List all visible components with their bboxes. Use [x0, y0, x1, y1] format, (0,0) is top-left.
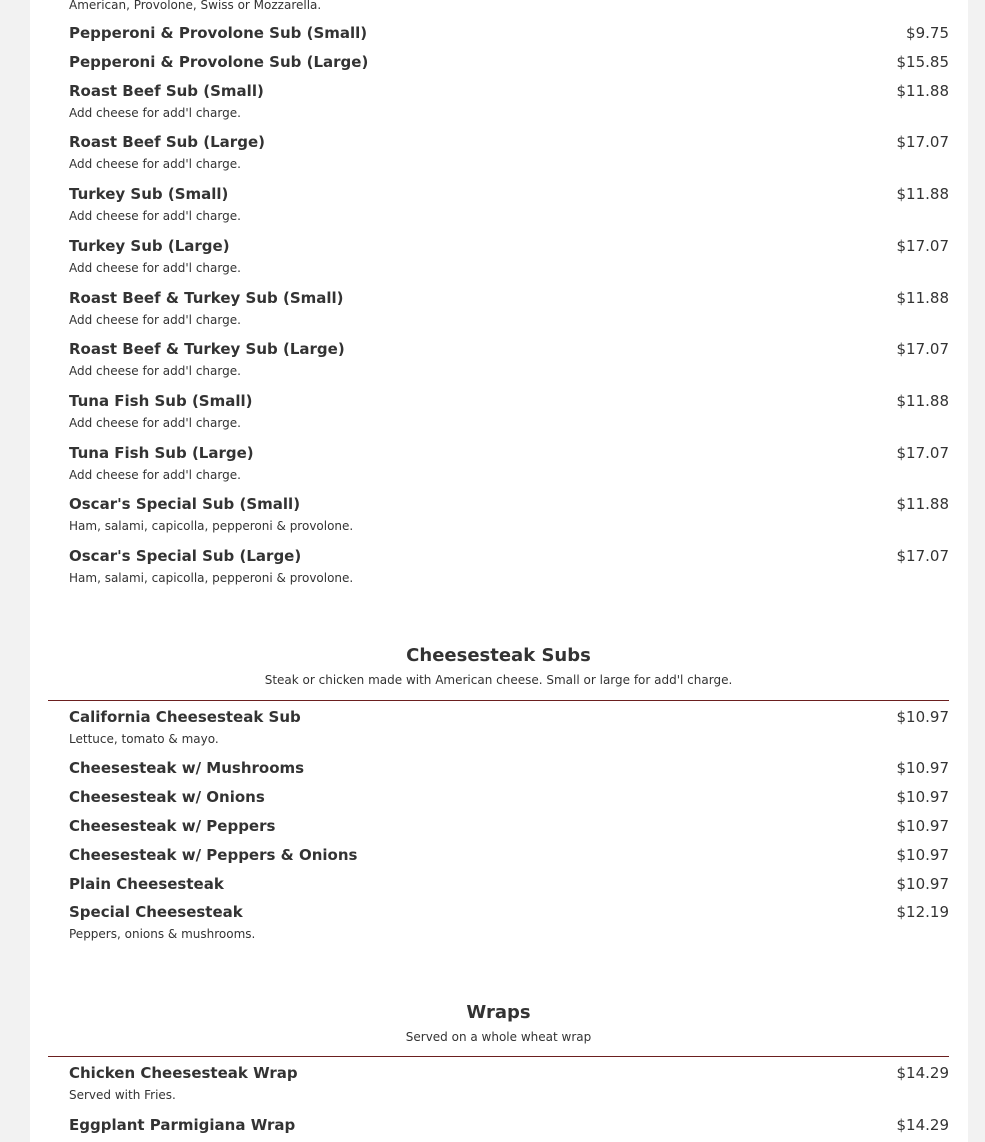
section-divider [48, 700, 949, 701]
item-name: Roast Beef Sub (Small) [69, 82, 264, 100]
item-description: Add cheese for add'l charge. [69, 313, 241, 327]
item-description: Ham, salami, capicolla, pepperoni & provolone. [69, 519, 354, 533]
section-header-cheesesteak [48, 645, 949, 687]
section-divider [48, 1056, 949, 1057]
item-name: Roast Beef & Turkey Sub (Large) [69, 340, 345, 358]
item-price: $10.97 [896, 759, 949, 777]
item-price: $9.75 [906, 24, 949, 42]
menu-item[interactable] [69, 82, 949, 120]
item-name: Turkey Sub (Large) [69, 237, 230, 255]
item-description: Add cheese for add'l charge. [69, 209, 241, 223]
section-subtitle: Served on a whole wheat wrap [405, 1030, 592, 1044]
item-name: Pepperoni & Provolone Sub (Large) [69, 53, 369, 71]
item-name: Pepperoni & Provolone Sub (Small) [69, 24, 368, 42]
item-name: Cheesesteak w/ Onions [69, 788, 265, 806]
menu-item[interactable] [69, 24, 949, 42]
menu-item[interactable] [69, 547, 949, 585]
item-name: Roast Beef Sub (Large) [69, 133, 265, 151]
item-description: Lettuce, tomato & mayo. [69, 732, 219, 746]
item-price: $10.97 [896, 708, 949, 726]
item-name: Tuna Fish Sub (Small) [69, 392, 253, 410]
menu-item[interactable] [69, 875, 949, 893]
item-description: Add cheese for add'l charge. [69, 157, 241, 171]
menu-item[interactable] [69, 903, 949, 941]
item-name: Eggplant Parmigiana Wrap [69, 1116, 296, 1134]
item-price: $15.85 [896, 53, 949, 71]
item-price: $10.97 [896, 875, 949, 893]
item-name: Tuna Fish Sub (Large) [69, 444, 254, 462]
item-price: $11.88 [896, 82, 949, 100]
menu-page [30, 0, 968, 1142]
item-price: $12.19 [896, 903, 949, 921]
menu-item[interactable] [69, 133, 949, 171]
item-price: $11.88 [896, 185, 949, 203]
item-price: $10.97 [896, 846, 949, 864]
item-description: Ham, salami, capicolla, pepperoni & provolone. [69, 571, 354, 585]
item-price: $17.07 [896, 547, 949, 565]
item-name: Plain Cheesesteak [69, 875, 224, 893]
item-description: Peppers, onions & mushrooms. [69, 927, 256, 941]
menu-item[interactable] [69, 846, 949, 864]
item-price: $14.29 [896, 1116, 949, 1134]
section-title: Wraps [466, 1002, 531, 1023]
menu-item[interactable] [69, 340, 949, 378]
menu-item[interactable] [69, 237, 949, 275]
item-price: $17.07 [896, 133, 949, 151]
item-description: Add cheese for add'l charge. [69, 416, 241, 430]
menu-item[interactable] [69, 817, 949, 835]
item-price: $17.07 [896, 444, 949, 462]
item-name: Cheesesteak w/ Peppers [69, 817, 276, 835]
item-description: Add cheese for add'l charge. [69, 468, 241, 482]
item-description: Add cheese for add'l charge. [69, 364, 241, 378]
item-name: Special Cheesesteak [69, 903, 243, 921]
item-name: Chicken Cheesesteak Wrap [69, 1064, 298, 1082]
menu-item[interactable] [69, 495, 949, 533]
section-title: Cheesesteak Subs [406, 645, 591, 666]
item-price: $10.97 [896, 817, 949, 835]
item-price: $11.88 [896, 392, 949, 410]
menu-item[interactable] [69, 759, 949, 777]
menu-item[interactable] [69, 788, 949, 806]
item-price: $17.07 [896, 237, 949, 255]
item-name: Oscar's Special Sub (Large) [69, 547, 302, 565]
menu-item[interactable] [69, 289, 949, 327]
menu-item[interactable] [69, 1116, 949, 1134]
item-name: Oscar's Special Sub (Small) [69, 495, 301, 513]
item-price: $14.29 [896, 1064, 949, 1082]
item-name: California Cheesesteak Sub [69, 708, 301, 726]
item-price: $10.97 [896, 788, 949, 806]
item-price: $11.88 [896, 495, 949, 513]
item-name: Cheesesteak w/ Peppers & Onions [69, 846, 358, 864]
menu-item[interactable] [69, 708, 949, 746]
section-subtitle: Steak or chicken made with American cheese. Small or large for add'l charge. [264, 673, 733, 687]
item-price: $11.88 [896, 289, 949, 307]
item-description: Add cheese for add'l charge. [69, 106, 241, 120]
menu-item[interactable] [69, 53, 949, 71]
item-description: Served with Fries. [69, 1088, 176, 1102]
menu-item[interactable] [69, 444, 949, 482]
menu-item[interactable] [69, 1064, 949, 1102]
item-name: Cheesesteak w/ Mushrooms [69, 759, 305, 777]
item-name: Turkey Sub (Small) [69, 185, 229, 203]
prev-item-description: American, Provolone, Swiss or Mozzarella. [69, 0, 322, 12]
section-header-wraps [48, 1002, 949, 1044]
item-name: Roast Beef & Turkey Sub (Small) [69, 289, 344, 307]
item-description: Add cheese for add'l charge. [69, 261, 241, 275]
item-price: $17.07 [896, 340, 949, 358]
menu-item[interactable] [69, 185, 949, 223]
menu-item[interactable] [69, 392, 949, 430]
